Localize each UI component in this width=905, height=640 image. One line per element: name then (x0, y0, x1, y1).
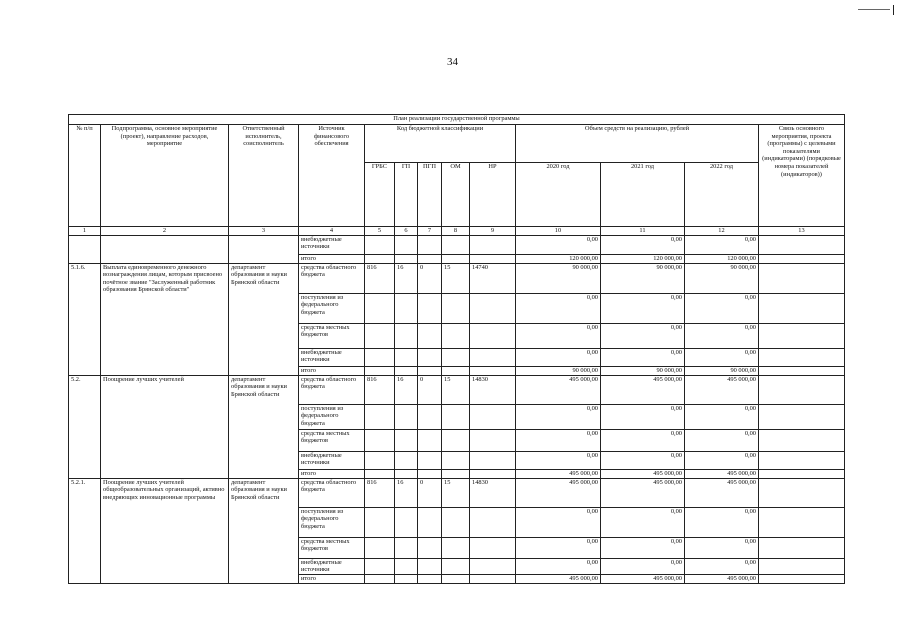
funding-source: средства областного бюджета (299, 478, 365, 507)
amount-2022: 0,00 (685, 429, 759, 451)
column-number: 5 (365, 227, 395, 236)
code-om (442, 404, 470, 429)
item-number: 5.1.6. (69, 263, 101, 375)
header-num: № п/п (69, 125, 101, 227)
code-grbs (365, 451, 395, 469)
code-om (442, 558, 470, 574)
code-om: 15 (442, 263, 470, 293)
column-number: 8 (442, 227, 470, 236)
table-row (69, 235, 845, 254)
code-pgp (418, 537, 442, 558)
column-number: 1 (69, 227, 101, 236)
code-np (470, 404, 516, 429)
item-name: Поощрение лучших учителей (101, 375, 229, 478)
column-number-row (69, 227, 845, 236)
code-gp (395, 537, 418, 558)
code-pgp (418, 507, 442, 537)
amount-2021: 90 000,00 (601, 366, 685, 375)
code-pgp (418, 323, 442, 348)
item-number (69, 235, 101, 263)
amount-2021: 0,00 (601, 429, 685, 451)
code-pgp (418, 469, 442, 478)
amount-2022: 90 000,00 (685, 263, 759, 293)
amount-2022: 495 000,00 (685, 375, 759, 404)
header-program: Подпрограмма, основное мероприятие (проект), направление расходов, мероприятие (101, 125, 229, 227)
code-pgp: 0 (418, 478, 442, 507)
funding-source: внебюджетные источники (299, 451, 365, 469)
code-pgp (418, 451, 442, 469)
amount-2020: 495 000,00 (516, 469, 601, 478)
header-np: НР (470, 163, 516, 227)
indicator-link (759, 451, 845, 469)
code-grbs (365, 366, 395, 375)
code-gp (395, 254, 418, 263)
code-om (442, 451, 470, 469)
code-gp (395, 558, 418, 574)
code-om (442, 574, 470, 583)
amount-2020: 90 000,00 (516, 263, 601, 293)
header-indicator-link: Связь основного мероприятия, проекта (программы) с целевыми показателями (индикаторами) (порядковые номера показателей (индикаторов)) (759, 125, 845, 227)
code-grbs (365, 574, 395, 583)
indicator-link (759, 235, 845, 254)
item-executor: департамент образования и науки Брянской области (229, 263, 299, 375)
amount-2022: 0,00 (685, 451, 759, 469)
indicator-link (759, 254, 845, 263)
amount-2020: 0,00 (516, 537, 601, 558)
amount-2020: 0,00 (516, 235, 601, 254)
indicator-link (759, 323, 845, 348)
amount-2022: 0,00 (685, 348, 759, 366)
code-np (470, 323, 516, 348)
code-np (470, 254, 516, 263)
amount-2020: 0,00 (516, 429, 601, 451)
code-grbs (365, 323, 395, 348)
header-pgp: ПГП (418, 163, 442, 227)
header-year-2020: 2020 год (516, 163, 601, 227)
item-name (101, 235, 229, 263)
amount-2020: 0,00 (516, 507, 601, 537)
code-grbs (365, 404, 395, 429)
indicator-link (759, 537, 845, 558)
amount-2022: 90 000,00 (685, 366, 759, 375)
item-executor: департамент образования и науки Брянской области (229, 478, 299, 583)
amount-2021: 0,00 (601, 404, 685, 429)
code-om (442, 537, 470, 558)
amount-2021: 495 000,00 (601, 478, 685, 507)
amount-2021: 495 000,00 (601, 469, 685, 478)
amount-2022: 0,00 (685, 537, 759, 558)
amount-2020: 495 000,00 (516, 574, 601, 583)
code-np (470, 574, 516, 583)
column-number: 2 (101, 227, 229, 236)
code-np (470, 235, 516, 254)
code-np (470, 348, 516, 366)
item-number: 5.2.1. (69, 478, 101, 583)
code-pgp (418, 429, 442, 451)
column-number: 4 (299, 227, 365, 236)
amount-2021: 495 000,00 (601, 375, 685, 404)
funding-source: внебюджетные источники (299, 558, 365, 574)
code-gp (395, 323, 418, 348)
item-executor: департамент образования и науки Брянской области (229, 375, 299, 478)
indicator-link (759, 348, 845, 366)
code-pgp (418, 254, 442, 263)
indicator-link (759, 293, 845, 323)
code-gp: 16 (395, 478, 418, 507)
header-grbs: ГРБС (365, 163, 395, 227)
code-np (470, 558, 516, 574)
amount-2022: 495 000,00 (685, 574, 759, 583)
header-source: Источник финансового обеспечения (299, 125, 365, 227)
amount-2022: 0,00 (685, 507, 759, 537)
implementation-plan-table (68, 114, 845, 584)
amount-2022: 495 000,00 (685, 478, 759, 507)
amount-2020: 0,00 (516, 404, 601, 429)
indicator-link (759, 574, 845, 583)
code-grbs (365, 235, 395, 254)
amount-2021: 120 000,00 (601, 254, 685, 263)
code-om: 15 (442, 478, 470, 507)
corner-mark-dash (858, 9, 890, 10)
code-grbs: 816 (365, 478, 395, 507)
code-gp (395, 451, 418, 469)
table-body (69, 235, 845, 583)
column-number: 9 (470, 227, 516, 236)
header-budget-code: Код бюджетной классификации (365, 125, 516, 163)
code-om (442, 366, 470, 375)
table-row (69, 478, 845, 507)
code-np: 14740 (470, 263, 516, 293)
code-gp (395, 235, 418, 254)
header-executor: Ответственный исполнитель, соисполнитель (229, 125, 299, 227)
amount-2021: 0,00 (601, 323, 685, 348)
code-pgp: 0 (418, 263, 442, 293)
code-om (442, 235, 470, 254)
header-funds: Объем средств на реализацию, рублей (516, 125, 759, 163)
header-om: ОМ (442, 163, 470, 227)
column-number: 13 (759, 227, 845, 236)
indicator-link (759, 507, 845, 537)
amount-2021: 0,00 (601, 348, 685, 366)
table-title: План реализации государственной программы (69, 115, 845, 125)
amount-2020: 0,00 (516, 348, 601, 366)
code-pgp (418, 574, 442, 583)
amount-2022: 0,00 (685, 293, 759, 323)
table-row (69, 375, 845, 404)
column-number: 3 (229, 227, 299, 236)
amount-2022: 0,00 (685, 558, 759, 574)
indicator-link (759, 558, 845, 574)
indicator-link (759, 478, 845, 507)
amount-2022: 120 000,00 (685, 254, 759, 263)
code-np: 14830 (470, 478, 516, 507)
funding-source: итого (299, 469, 365, 478)
code-gp (395, 293, 418, 323)
item-number: 5.2. (69, 375, 101, 478)
code-om: 15 (442, 375, 470, 404)
corner-mark-bar (893, 5, 894, 15)
code-gp (395, 429, 418, 451)
amount-2021: 0,00 (601, 537, 685, 558)
header-year-2022: 2022 год (685, 163, 759, 227)
code-grbs (365, 537, 395, 558)
item-name: Поощрение лучших учителей общеобразовательных организаций, активно внедряющих инновационные программы (101, 478, 229, 583)
amount-2021: 0,00 (601, 293, 685, 323)
code-om (442, 348, 470, 366)
column-number: 11 (601, 227, 685, 236)
code-gp (395, 348, 418, 366)
code-grbs: 816 (365, 375, 395, 404)
code-om (442, 429, 470, 451)
amount-2020: 0,00 (516, 451, 601, 469)
code-pgp: 0 (418, 375, 442, 404)
code-pgp (418, 348, 442, 366)
amount-2022: 0,00 (685, 404, 759, 429)
indicator-link (759, 263, 845, 293)
code-pgp (418, 366, 442, 375)
code-pgp (418, 293, 442, 323)
code-om (442, 293, 470, 323)
code-gp: 16 (395, 263, 418, 293)
funding-source: итого (299, 366, 365, 375)
code-grbs (365, 254, 395, 263)
code-gp: 16 (395, 375, 418, 404)
funding-source: итого (299, 254, 365, 263)
code-grbs (365, 293, 395, 323)
indicator-link (759, 366, 845, 375)
code-np (470, 293, 516, 323)
column-number: 6 (395, 227, 418, 236)
code-om (442, 254, 470, 263)
amount-2020: 495 000,00 (516, 375, 601, 404)
funding-source: внебюджетные источники (299, 348, 365, 366)
table-header (69, 115, 845, 236)
code-pgp (418, 404, 442, 429)
amount-2020: 0,00 (516, 293, 601, 323)
code-gp (395, 469, 418, 478)
amount-2020: 495 000,00 (516, 478, 601, 507)
code-grbs (365, 469, 395, 478)
column-number: 12 (685, 227, 759, 236)
indicator-link (759, 429, 845, 451)
funding-source: средства областного бюджета (299, 263, 365, 293)
code-grbs (365, 558, 395, 574)
code-grbs: 816 (365, 263, 395, 293)
code-gp (395, 366, 418, 375)
code-np: 14830 (470, 375, 516, 404)
amount-2021: 0,00 (601, 235, 685, 254)
amount-2022: 495 000,00 (685, 469, 759, 478)
code-gp (395, 574, 418, 583)
amount-2021: 90 000,00 (601, 263, 685, 293)
code-om (442, 507, 470, 537)
funding-source: поступления из федерального бюджета (299, 293, 365, 323)
page-number: 34 (447, 56, 458, 68)
code-om (442, 323, 470, 348)
amount-2020: 90 000,00 (516, 366, 601, 375)
indicator-link (759, 375, 845, 404)
column-number: 7 (418, 227, 442, 236)
code-np (470, 469, 516, 478)
table-row (69, 263, 845, 293)
amount-2021: 0,00 (601, 558, 685, 574)
code-gp (395, 404, 418, 429)
code-np (470, 429, 516, 451)
code-np (470, 366, 516, 375)
item-name: Выплата единовременного денежного вознаграждения лицам, которым присвоено почётное звание "Заслуженный работник образования Брянской области" (101, 263, 229, 375)
funding-source: итого (299, 574, 365, 583)
amount-2022: 0,00 (685, 235, 759, 254)
funding-source: внебюджетные источники (299, 235, 365, 254)
code-np (470, 451, 516, 469)
indicator-link (759, 404, 845, 429)
funding-source: поступления из федерального бюджета (299, 507, 365, 537)
column-number: 10 (516, 227, 601, 236)
header-year-2021: 2021 год (601, 163, 685, 227)
funding-source: средства местных бюджетов (299, 429, 365, 451)
funding-source: средства местных бюджетов (299, 537, 365, 558)
indicator-link (759, 469, 845, 478)
code-np (470, 537, 516, 558)
funding-source: поступления из федерального бюджета (299, 404, 365, 429)
amount-2021: 0,00 (601, 507, 685, 537)
amount-2021: 495 000,00 (601, 574, 685, 583)
amount-2021: 0,00 (601, 451, 685, 469)
amount-2020: 120 000,00 (516, 254, 601, 263)
code-grbs (365, 348, 395, 366)
code-om (442, 469, 470, 478)
amount-2022: 0,00 (685, 323, 759, 348)
code-pgp (418, 235, 442, 254)
header-gp: ГП (395, 163, 418, 227)
amount-2020: 0,00 (516, 323, 601, 348)
code-np (470, 507, 516, 537)
code-gp (395, 507, 418, 537)
code-grbs (365, 507, 395, 537)
funding-source: средства областного бюджета (299, 375, 365, 404)
code-pgp (418, 558, 442, 574)
funding-source: средства местных бюджетов (299, 323, 365, 348)
amount-2020: 0,00 (516, 558, 601, 574)
code-grbs (365, 429, 395, 451)
item-executor (229, 235, 299, 263)
